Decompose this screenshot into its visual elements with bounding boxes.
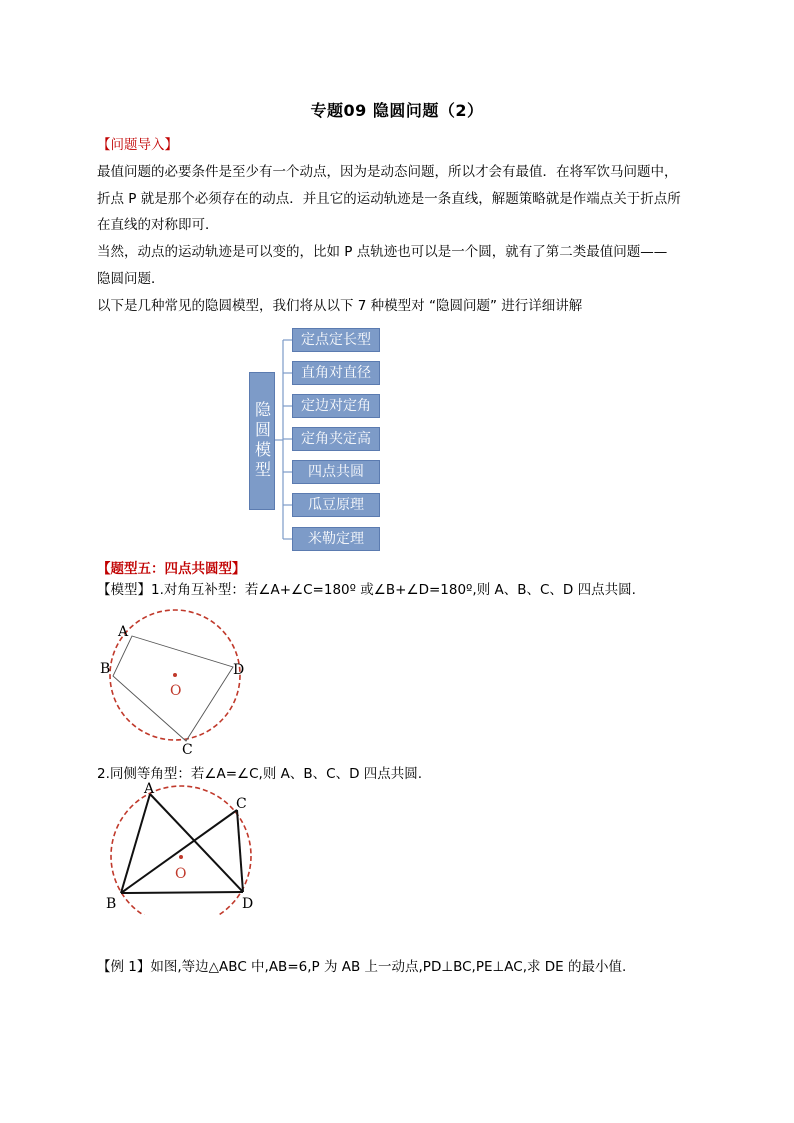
intro-line: 隐圆问题． [97,271,165,287]
label-b: B [106,896,117,912]
figure-same-side-angles [100,780,270,915]
figure-cyclic-quadrilateral [95,600,265,760]
intro-line: 折点 P 就是那个必须存在的动点．并且它的运动轨迹是一条直线，解题策略就是作端点关于折点所 [97,191,681,207]
mindmap-item: 定边对定角 [292,394,380,418]
label-d: D [242,896,254,912]
label-c: C [236,796,247,812]
label-c: C [182,742,193,758]
intro-label: 【问题导入】 [97,137,178,153]
model1-text: 【模型】1.对角互补型：若∠A+∠C=180º 或∠B+∠D=180º,则 A、B、C、D 四点共圆. [97,582,636,598]
intro-line: 当然，动点的运动轨迹是可以变的，比如 P 点轨迹也可以是一个圆，就有了第二类最值问题—— [97,244,668,260]
center-point [173,673,177,677]
label-o: O [175,866,187,882]
mindmap-root: 隐圆模型 [249,372,275,510]
label-b: B [100,661,111,677]
intro-line: 以下是几种常见的隐圆模型，我们将从以下 7 种模型对 “隐圆问题” 进行详细讲解 [97,298,583,314]
model2-text: 2.同侧等角型：若∠A=∠C,则 A、B、C、D 四点共圆. [97,766,423,782]
mindmap-item: 定点定长型 [292,328,380,352]
mindmap-item: 四点共圆 [292,460,380,484]
type5-label: 【题型五：四点共圆型】 [97,561,246,577]
center-point [179,855,183,859]
label-a: A [144,781,155,797]
mindmap-item: 米勒定理 [292,527,380,551]
page-title: 专题09 隐圆问题（2） [310,101,484,120]
intro-line: 最值问题的必要条件是至少有一个动点，因为是动态问题，所以才会有最值．在将军饮马问题中， [97,164,678,180]
mindmap-item: 瓜豆原理 [292,493,380,517]
label-d: D [233,662,245,678]
mindmap-item: 定角夹定高 [292,427,380,451]
mindmap-item: 直角对直径 [292,361,380,385]
label-a: A [118,624,129,640]
example1-text: 【例 1】如图,等边△ABC 中,AB=6,P 为 AB 上一动点,PD⊥BC,PE⊥AC,求 DE 的最小值. [97,959,627,975]
intro-line: 在直线的对称即可． [97,217,219,233]
label-o: O [170,683,182,699]
